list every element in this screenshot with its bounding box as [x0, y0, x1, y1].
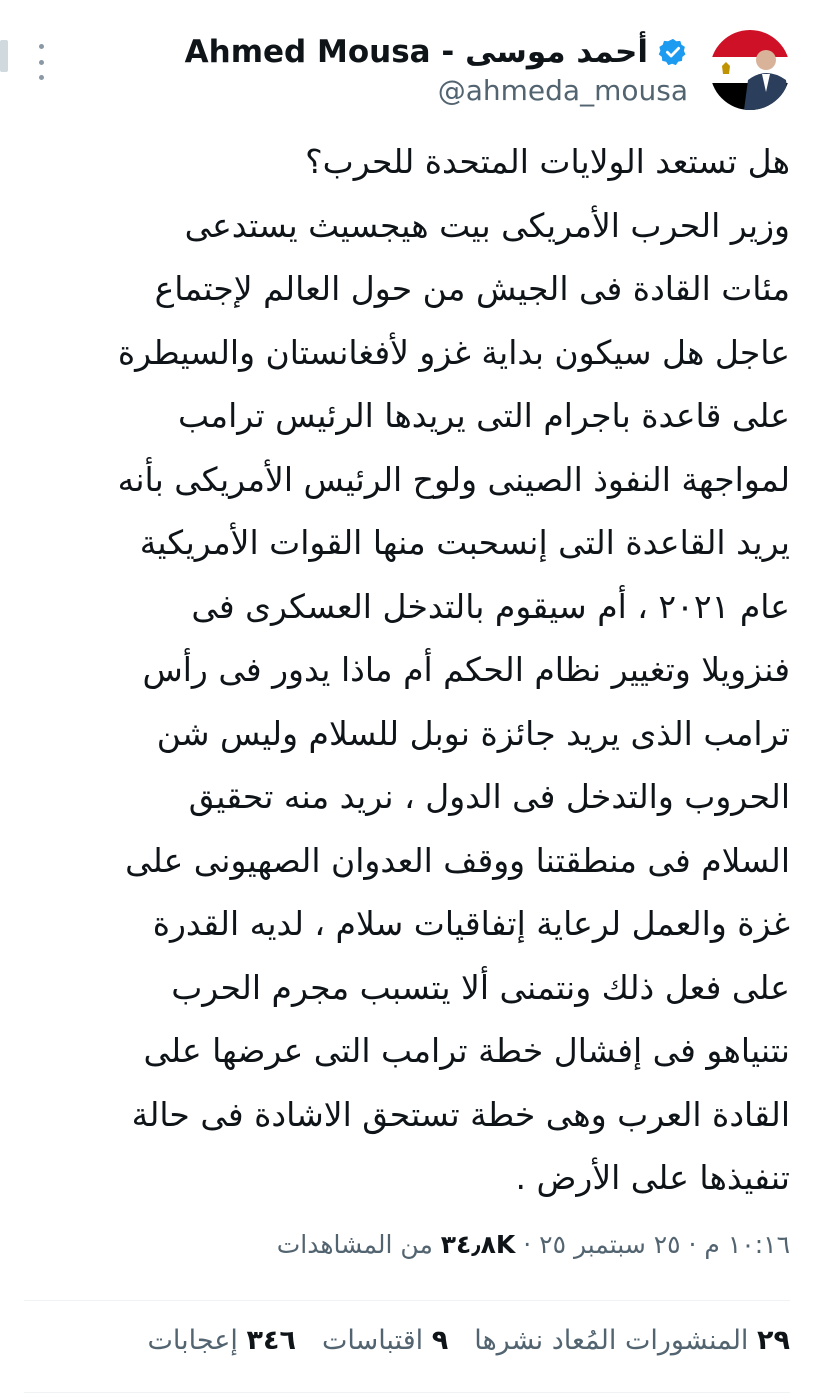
tweet-text-line: مئات القادة فى الجيش من حول العالم لإجتماع: [154, 269, 790, 308]
avatar[interactable]: [710, 30, 790, 110]
avatar-image: [710, 30, 790, 110]
more-options-icon[interactable]: [30, 44, 52, 80]
quotes-count: ٩: [431, 1325, 449, 1356]
tweet-meta: [277, 1230, 790, 1259]
tweet-text-line: تنفيذها على الأرض .: [515, 1158, 790, 1197]
tweet-text-line: ترامب الذى يريد جائزة نوبل للسلام وليس شن: [156, 713, 790, 753]
likes-stat[interactable]: [147, 1325, 295, 1356]
tweet-text-line: نتنياهو فى إفشال خطة ترامب التى عرضها على: [143, 1031, 790, 1070]
user-handle[interactable]: @ahmeda_mousa: [437, 73, 688, 107]
view-count: ٣٤٫٨K: [440, 1230, 516, 1259]
tweet-text-line: يريد القاعدة التى إنسحبت منها القوات الأمريكية: [139, 523, 790, 562]
tweet-text-line: الحروب والتدخل فى الدول ، نريد منه تحقيق: [188, 777, 790, 816]
tweet-text-line: هل تستعد الولايات المتحدة للحرب؟: [305, 142, 790, 181]
reposts-count: ٢٩: [757, 1325, 790, 1356]
divider: [24, 1392, 790, 1393]
tweet-text-line: عام ٢٠٢١ ، أم سيقوم بالتدخل العسكرى فى: [191, 586, 790, 626]
likes-count: ٣٤٦: [246, 1325, 296, 1356]
reposts-stat[interactable]: [474, 1325, 790, 1356]
tweet-header: [185, 28, 790, 112]
timestamp[interactable]: ١٠:١٦ م · ٢٥ سبتمبر ٢٥ ·: [515, 1230, 790, 1259]
tweet-text-line: غزة والعمل لرعاية إتفاقيات سلام ، لديه القدرة: [152, 904, 790, 943]
tweet-text-line: على قاعدة باجرام التى يريدها الرئيس ترامب: [178, 396, 790, 435]
views-label: من المشاهدات: [276, 1230, 441, 1259]
reposts-label: المنشورات المُعاد نشرها: [474, 1325, 749, 1356]
divider: [24, 1300, 790, 1301]
tweet-text-line: وزير الحرب الأمريكى بيت هيجسيث يستدعى: [184, 205, 790, 245]
tweet-text-line: على فعل ذلك ونتمنى ألا يتسبب مجرم الحرب: [171, 967, 790, 1007]
tweet-text-line: السلام فى منطقتنا ووقف العدوان الصهيونى على: [125, 840, 790, 880]
likes-label: إعجابات: [147, 1325, 238, 1356]
author-names: [185, 34, 688, 107]
quotes-stat[interactable]: [322, 1325, 448, 1356]
tweet-text-line: عاجل هل سيكون بداية غزو لأفغانستان والسيطرة: [117, 332, 790, 372]
tweet-text: [20, 130, 790, 1210]
verified-badge-icon: [658, 37, 688, 67]
tweet-text-line: لمواجهة النفوذ الصينى ولوح الرئيس الأمريكى بأنه: [117, 459, 790, 499]
display-name[interactable]: Ahmed Mousa - أحمد موسى: [184, 33, 648, 70]
quotes-label: اقتباسات: [321, 1325, 424, 1356]
tweet-text-line: فنزويلا وتغيير نظام الحكم أم ماذا يدور فى رأس: [142, 650, 790, 689]
engagement-stats: [147, 1325, 790, 1356]
tweet-text-line: القادة العرب وهى خطة تستحق الاشادة فى حالة: [131, 1094, 790, 1134]
edge-scroll-indicator: [0, 40, 8, 72]
